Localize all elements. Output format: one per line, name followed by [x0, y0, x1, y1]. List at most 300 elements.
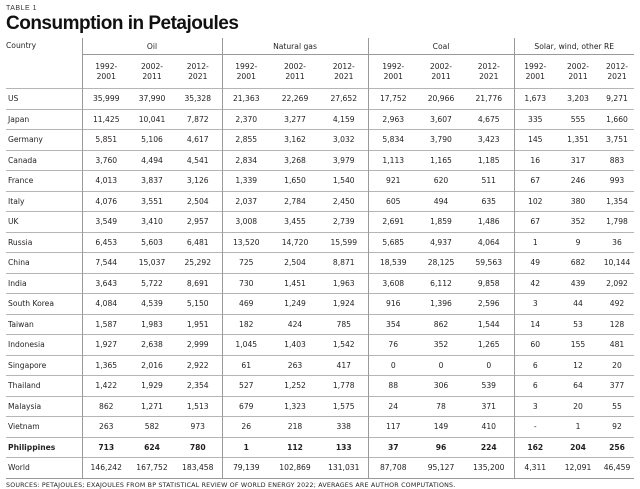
value-cell: 862: [418, 314, 464, 335]
table-row: [6, 109, 634, 130]
value-cell: 3,162: [270, 130, 320, 151]
value-cell: 317: [556, 150, 600, 171]
value-cell: 338: [320, 417, 368, 438]
value-cell: 335: [514, 109, 556, 130]
value-cell: 1,798: [600, 212, 634, 233]
value-cell: 1,265: [464, 335, 514, 356]
value-cell: 2,739: [320, 212, 368, 233]
value-cell: 1,587: [82, 314, 130, 335]
value-cell: 3,203: [556, 89, 600, 110]
value-cell: 4,675: [464, 109, 514, 130]
value-cell: 25,292: [174, 253, 222, 274]
value-cell: 9: [556, 232, 600, 253]
value-cell: 27,652: [320, 89, 368, 110]
table-row: [6, 294, 634, 315]
value-cell: 2,999: [174, 335, 222, 356]
value-cell: 682: [556, 253, 600, 274]
value-cell: 131,031: [320, 458, 368, 479]
value-cell: 26: [222, 417, 270, 438]
value-cell: 37: [368, 437, 418, 458]
value-cell: 12,091: [556, 458, 600, 479]
group-header-natural-gas: Natural gas: [222, 38, 368, 55]
period-header: [418, 55, 464, 89]
value-cell: 3,608: [368, 273, 418, 294]
country-cell: Italy: [6, 191, 82, 212]
table-row: [6, 150, 634, 171]
value-cell: 9,271: [600, 89, 634, 110]
value-cell: 182: [222, 314, 270, 335]
period-end: 2011: [142, 71, 162, 81]
value-cell: 1,113: [368, 150, 418, 171]
value-cell: 883: [600, 150, 634, 171]
value-cell: 15,599: [320, 232, 368, 253]
value-cell: 1: [222, 437, 270, 458]
value-cell: 76: [368, 335, 418, 356]
period-start: 1992-: [382, 61, 405, 71]
value-cell: 1,351: [556, 130, 600, 151]
value-cell: 1,859: [418, 212, 464, 233]
value-cell: 88: [368, 376, 418, 397]
value-cell: 5,150: [174, 294, 222, 315]
value-cell: 3,760: [82, 150, 130, 171]
value-cell: 20,966: [418, 89, 464, 110]
period-start: 2012-: [186, 61, 209, 71]
group-header-renewables: Solar, wind, other RE: [514, 38, 634, 55]
table-row: [6, 458, 634, 479]
country-cell: Japan: [6, 109, 82, 130]
value-cell: 3,008: [222, 212, 270, 233]
period-header: [82, 55, 130, 89]
value-cell: 6,453: [82, 232, 130, 253]
country-cell: Malaysia: [6, 396, 82, 417]
value-cell: 204: [556, 437, 600, 458]
value-cell: 22,269: [270, 89, 320, 110]
table-row: [6, 396, 634, 417]
value-cell: 102,869: [270, 458, 320, 479]
value-cell: 12: [556, 355, 600, 376]
value-cell: 4,617: [174, 130, 222, 151]
table-title: Consumption in Petajoules: [6, 13, 239, 34]
period-end: 2021: [479, 71, 499, 81]
value-cell: 1,403: [270, 335, 320, 356]
value-cell: 3,268: [270, 150, 320, 171]
value-cell: 993: [600, 171, 634, 192]
table-body: [6, 89, 634, 479]
value-cell: 5,685: [368, 232, 418, 253]
country-cell: France: [6, 171, 82, 192]
value-cell: 2,016: [130, 355, 174, 376]
value-cell: 1,963: [320, 273, 368, 294]
value-cell: 24: [368, 396, 418, 417]
value-cell: 1,575: [320, 396, 368, 417]
value-cell: 35,328: [174, 89, 222, 110]
value-cell: 1,252: [270, 376, 320, 397]
value-cell: 3,423: [464, 130, 514, 151]
value-cell: 4,013: [82, 171, 130, 192]
country-cell: China: [6, 253, 82, 274]
table-row: [6, 437, 634, 458]
value-cell: 4,084: [82, 294, 130, 315]
country-cell: Singapore: [6, 355, 82, 376]
value-cell: 582: [130, 417, 174, 438]
value-cell: 4,076: [82, 191, 130, 212]
value-cell: 21,363: [222, 89, 270, 110]
value-cell: 0: [368, 355, 418, 376]
period-start: 2002-: [429, 61, 453, 71]
value-cell: 145: [514, 130, 556, 151]
value-cell: 3,549: [82, 212, 130, 233]
value-cell: 246: [556, 171, 600, 192]
period-start: 2012-: [477, 61, 500, 71]
period-header-row: [6, 55, 634, 89]
table-row: [6, 314, 634, 335]
value-cell: 1,323: [270, 396, 320, 417]
value-cell: 1,924: [320, 294, 368, 315]
value-cell: 1,660: [600, 109, 634, 130]
country-cell: Russia: [6, 232, 82, 253]
period-end: 2001: [96, 71, 116, 81]
value-cell: 64: [556, 376, 600, 397]
value-cell: 60: [514, 335, 556, 356]
value-cell: 1,778: [320, 376, 368, 397]
country-cell: Taiwan: [6, 314, 82, 335]
value-cell: 2,596: [464, 294, 514, 315]
period-header: [130, 55, 174, 89]
value-cell: 102: [514, 191, 556, 212]
value-cell: 713: [82, 437, 130, 458]
value-cell: 780: [174, 437, 222, 458]
value-cell: 3,837: [130, 171, 174, 192]
table-label: TABLE 1: [6, 5, 37, 12]
value-cell: 5,603: [130, 232, 174, 253]
period-header: [270, 55, 320, 89]
value-cell: 112: [270, 437, 320, 458]
value-cell: 377: [600, 376, 634, 397]
value-cell: 92: [600, 417, 634, 438]
table-row: [6, 130, 634, 151]
value-cell: 2,834: [222, 150, 270, 171]
period-end: 2011: [568, 71, 588, 81]
table-row: [6, 191, 634, 212]
country-column-header: Country: [6, 41, 37, 50]
value-cell: 2,963: [368, 109, 418, 130]
country-cell: Indonesia: [6, 335, 82, 356]
value-cell: 494: [418, 191, 464, 212]
value-cell: 46,459: [600, 458, 634, 479]
period-start: 1992-: [95, 61, 118, 71]
value-cell: 6: [514, 376, 556, 397]
value-cell: 1,544: [464, 314, 514, 335]
value-cell: 527: [222, 376, 270, 397]
value-cell: 2,855: [222, 130, 270, 151]
period-start: 2012-: [332, 61, 355, 71]
value-cell: 1,422: [82, 376, 130, 397]
period-end: 2001: [525, 71, 545, 81]
value-cell: 4,064: [464, 232, 514, 253]
value-cell: 1,045: [222, 335, 270, 356]
value-cell: 8,691: [174, 273, 222, 294]
table-row: [6, 417, 634, 438]
value-cell: 1,513: [174, 396, 222, 417]
value-cell: 2,638: [130, 335, 174, 356]
value-cell: 5,834: [368, 130, 418, 151]
value-cell: 263: [82, 417, 130, 438]
value-cell: 263: [270, 355, 320, 376]
value-cell: 149: [418, 417, 464, 438]
value-cell: 256: [600, 437, 634, 458]
value-cell: 55: [600, 396, 634, 417]
value-cell: 2,450: [320, 191, 368, 212]
value-cell: 79,139: [222, 458, 270, 479]
period-end: 2021: [334, 71, 354, 81]
value-cell: 555: [556, 109, 600, 130]
period-header: [174, 55, 222, 89]
value-cell: 6,481: [174, 232, 222, 253]
value-cell: 3,277: [270, 109, 320, 130]
value-cell: 15,037: [130, 253, 174, 274]
value-cell: 785: [320, 314, 368, 335]
value-cell: 133: [320, 437, 368, 458]
value-cell: 2,784: [270, 191, 320, 212]
value-cell: 1,339: [222, 171, 270, 192]
value-cell: 1,486: [464, 212, 514, 233]
value-cell: 3: [514, 396, 556, 417]
table-row: [6, 212, 634, 233]
value-cell: 1,951: [174, 314, 222, 335]
value-cell: 3: [514, 294, 556, 315]
table-row: [6, 355, 634, 376]
value-cell: 424: [270, 314, 320, 335]
value-cell: 3,790: [418, 130, 464, 151]
value-cell: 78: [418, 396, 464, 417]
value-cell: 1,542: [320, 335, 368, 356]
value-cell: 352: [556, 212, 600, 233]
country-cell: UK: [6, 212, 82, 233]
value-cell: 4,541: [174, 150, 222, 171]
value-cell: 21,776: [464, 89, 514, 110]
table-row: [6, 335, 634, 356]
value-cell: 3,455: [270, 212, 320, 233]
value-cell: 13,520: [222, 232, 270, 253]
value-cell: 417: [320, 355, 368, 376]
table-row: [6, 171, 634, 192]
period-header: [368, 55, 418, 89]
source-note: SOURCES: PETAJOULES; EXAJOULES FROM BP STATISTICAL REVIEW OF WORLD ENERGY 2022; AVERAGES ARE AUTHOR COMPUTATIONS.: [6, 481, 456, 489]
period-end: 2011: [285, 71, 305, 81]
value-cell: 2,504: [174, 191, 222, 212]
value-cell: 1,249: [270, 294, 320, 315]
value-cell: 44: [556, 294, 600, 315]
value-cell: 95,127: [418, 458, 464, 479]
value-cell: 511: [464, 171, 514, 192]
value-cell: -: [514, 417, 556, 438]
value-cell: 5,106: [130, 130, 174, 151]
value-cell: 1: [514, 232, 556, 253]
value-cell: 921: [368, 171, 418, 192]
value-cell: 42: [514, 273, 556, 294]
value-cell: 6: [514, 355, 556, 376]
value-cell: 862: [82, 396, 130, 417]
value-cell: 1: [556, 417, 600, 438]
value-cell: 5,722: [130, 273, 174, 294]
period-header: [222, 55, 270, 89]
value-cell: 3,643: [82, 273, 130, 294]
period-start: 2012-: [605, 61, 629, 71]
value-cell: 218: [270, 417, 320, 438]
value-cell: 4,159: [320, 109, 368, 130]
country-cell: South Korea: [6, 294, 82, 315]
value-cell: 155: [556, 335, 600, 356]
value-cell: 730: [222, 273, 270, 294]
table-row: [6, 376, 634, 397]
value-cell: 1,271: [130, 396, 174, 417]
value-cell: 2,922: [174, 355, 222, 376]
period-header: [320, 55, 368, 89]
value-cell: 1,927: [82, 335, 130, 356]
value-cell: 1,650: [270, 171, 320, 192]
country-cell: World: [6, 458, 82, 479]
value-cell: 53: [556, 314, 600, 335]
value-cell: 1,165: [418, 150, 464, 171]
consumption-table: [6, 38, 634, 479]
value-cell: 1,673: [514, 89, 556, 110]
value-cell: 146,242: [82, 458, 130, 479]
value-cell: 352: [418, 335, 464, 356]
value-cell: 2,092: [600, 273, 634, 294]
value-cell: 469: [222, 294, 270, 315]
period-header: [600, 55, 634, 89]
value-cell: 2,691: [368, 212, 418, 233]
value-cell: 306: [418, 376, 464, 397]
period-end: 2001: [236, 71, 256, 81]
table-row: [6, 89, 634, 110]
value-cell: 9,858: [464, 273, 514, 294]
value-cell: 605: [368, 191, 418, 212]
country-cell: Philippines: [6, 437, 82, 458]
value-cell: 2,370: [222, 109, 270, 130]
table-header: [6, 38, 634, 89]
country-cell: US: [6, 89, 82, 110]
value-cell: 4,937: [418, 232, 464, 253]
value-cell: 3,979: [320, 150, 368, 171]
value-cell: 28,125: [418, 253, 464, 274]
value-cell: 49: [514, 253, 556, 274]
group-header-coal: Coal: [368, 38, 514, 55]
value-cell: 87,708: [368, 458, 418, 479]
period-start: 2002-: [566, 61, 590, 71]
value-cell: 67: [514, 171, 556, 192]
value-cell: 3,751: [600, 130, 634, 151]
value-cell: 492: [600, 294, 634, 315]
value-cell: 20: [556, 396, 600, 417]
value-cell: 18,539: [368, 253, 418, 274]
value-cell: 1,451: [270, 273, 320, 294]
value-cell: 36: [600, 232, 634, 253]
value-cell: 7,872: [174, 109, 222, 130]
value-cell: 1,365: [82, 355, 130, 376]
value-cell: 4,494: [130, 150, 174, 171]
value-cell: 3,410: [130, 212, 174, 233]
value-cell: 3,551: [130, 191, 174, 212]
value-cell: 117: [368, 417, 418, 438]
value-cell: 128: [600, 314, 634, 335]
value-cell: 2,957: [174, 212, 222, 233]
group-header-row: [6, 38, 634, 55]
period-start: 1992-: [235, 61, 258, 71]
value-cell: 481: [600, 335, 634, 356]
value-cell: 679: [222, 396, 270, 417]
country-cell: Canada: [6, 150, 82, 171]
table-row: [6, 273, 634, 294]
value-cell: 3,126: [174, 171, 222, 192]
country-cell: Germany: [6, 130, 82, 151]
value-cell: 7,544: [82, 253, 130, 274]
value-cell: 620: [418, 171, 464, 192]
value-cell: 439: [556, 273, 600, 294]
value-cell: 224: [464, 437, 514, 458]
value-cell: 380: [556, 191, 600, 212]
value-cell: 2,354: [174, 376, 222, 397]
value-cell: 16: [514, 150, 556, 171]
value-cell: 371: [464, 396, 514, 417]
period-end: 2011: [431, 71, 451, 81]
value-cell: 6,112: [418, 273, 464, 294]
value-cell: 4,311: [514, 458, 556, 479]
value-cell: 2,504: [270, 253, 320, 274]
value-cell: 183,458: [174, 458, 222, 479]
value-cell: 2,037: [222, 191, 270, 212]
country-cell: Vietnam: [6, 417, 82, 438]
value-cell: 624: [130, 437, 174, 458]
period-start: 2002-: [283, 61, 307, 71]
value-cell: 67: [514, 212, 556, 233]
value-cell: 61: [222, 355, 270, 376]
value-cell: 135,200: [464, 458, 514, 479]
value-cell: 5,851: [82, 130, 130, 151]
value-cell: 1,540: [320, 171, 368, 192]
value-cell: 539: [464, 376, 514, 397]
value-cell: 35,999: [82, 89, 130, 110]
period-end: 2021: [188, 71, 208, 81]
value-cell: 725: [222, 253, 270, 274]
value-cell: 96: [418, 437, 464, 458]
value-cell: 11,425: [82, 109, 130, 130]
value-cell: 410: [464, 417, 514, 438]
value-cell: 59,563: [464, 253, 514, 274]
value-cell: 167,752: [130, 458, 174, 479]
period-header: [514, 55, 556, 89]
value-cell: 973: [174, 417, 222, 438]
value-cell: 4,539: [130, 294, 174, 315]
value-cell: 162: [514, 437, 556, 458]
value-cell: 1,929: [130, 376, 174, 397]
value-cell: 354: [368, 314, 418, 335]
value-cell: 0: [418, 355, 464, 376]
value-cell: 14,720: [270, 232, 320, 253]
table-row: [6, 253, 634, 274]
value-cell: 635: [464, 191, 514, 212]
value-cell: 8,871: [320, 253, 368, 274]
value-cell: 10,041: [130, 109, 174, 130]
value-cell: 37,990: [130, 89, 174, 110]
period-end: 2021: [607, 71, 627, 81]
group-header-oil: Oil: [82, 38, 222, 55]
country-cell: India: [6, 273, 82, 294]
value-cell: 10,144: [600, 253, 634, 274]
value-cell: 916: [368, 294, 418, 315]
period-end: 2001: [383, 71, 403, 81]
value-cell: 1,354: [600, 191, 634, 212]
